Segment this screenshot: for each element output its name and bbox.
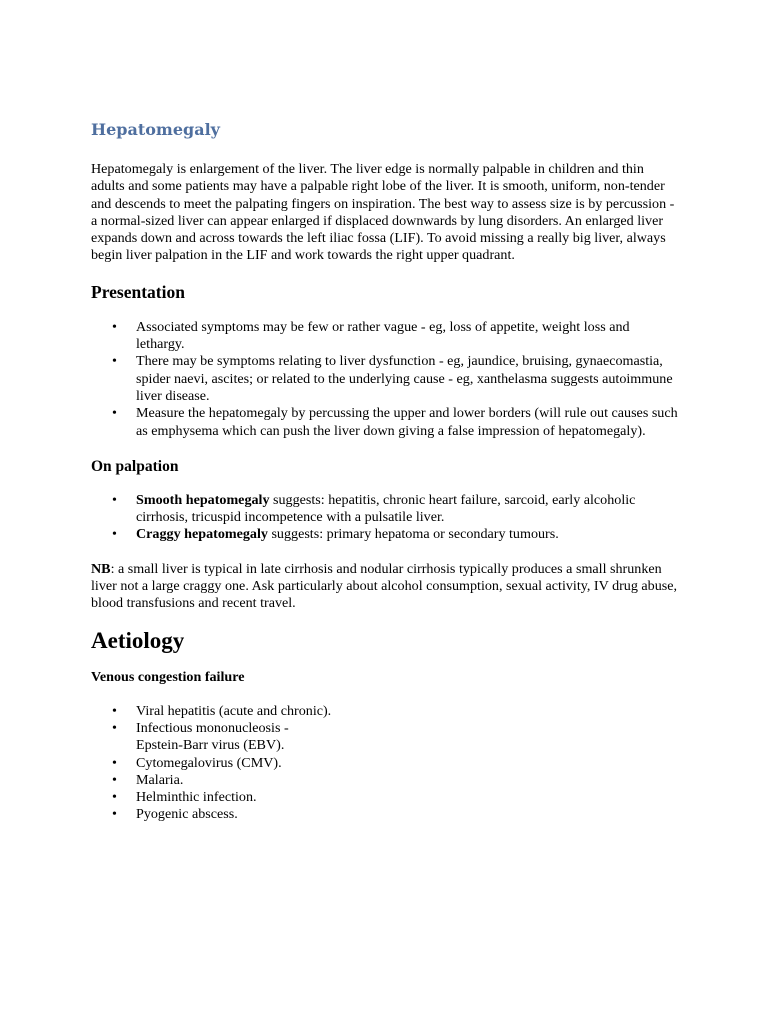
presentation-list bbox=[91, 319, 681, 440]
bullet-icon: • bbox=[112, 353, 117, 370]
bullet-icon: • bbox=[112, 318, 117, 335]
intro-paragraph: Hepatomegaly is enlargement of the liver. The liver edge is normally palpable in children and thin adults and some patients may have a palpable right lobe of the liver. It is smooth, uniform, non-tender and descends to meet the palpating fingers on inspiration. The best way to assess size is by percussion - a normal-sized liver can appear enlarged if displaced downwards by lung disorders. An enlarged liver expands down and across towards the left iliac fossa (LIF). To avoid missing a really big liver, always begin liver palpation in the LIF and work towards the right upper quadrant. bbox=[91, 161, 675, 264]
list-item-text: Infectious mononucleosis - bbox=[136, 719, 289, 736]
list-item-text: Measure the hepatomegaly by percussing the upper and lower borders (will rule out causes such as emphysema which can push the liver down giving a false impression of hepatomegaly). bbox=[136, 405, 678, 439]
finding-label: Smooth hepatomegaly bbox=[136, 491, 270, 508]
note-paragraph bbox=[91, 561, 681, 613]
list-item bbox=[91, 353, 681, 405]
list-item bbox=[91, 720, 681, 755]
list-item-text: Pyogenic abscess. bbox=[136, 806, 238, 823]
aetiology-subheading: Venous congestion failure bbox=[91, 668, 245, 685]
presentation-heading: Presentation bbox=[91, 281, 185, 302]
bullet-icon: • bbox=[112, 806, 117, 823]
list-item-text: Cytomegalovirus (CMV). bbox=[136, 754, 282, 771]
bullet-icon: • bbox=[112, 526, 117, 543]
bullet-icon: • bbox=[112, 719, 117, 736]
list-item-text: Associated symptoms may be few or rather vague - eg, loss of appetite, weight loss and lethargy. bbox=[136, 318, 630, 353]
finding-text: suggests: primary hepatoma or secondary tumours. bbox=[267, 526, 559, 543]
list-item bbox=[91, 526, 681, 543]
list-item bbox=[91, 703, 681, 720]
bullet-icon: • bbox=[112, 754, 117, 771]
note-text: : a small liver is typical in late cirrhosis and nodular cirrhosis typically produces a small shrunken liver not a large craggy one. Ask particularly about alcohol consumption, sexual activity, IV drug abuse, blood transfusions and recent travel. bbox=[91, 560, 678, 612]
bullet-icon: • bbox=[112, 405, 117, 422]
note-label: NB bbox=[91, 560, 111, 577]
palpation-list bbox=[91, 492, 681, 544]
list-item bbox=[91, 789, 681, 806]
finding-label: Craggy hepatomegaly bbox=[136, 526, 268, 543]
list-item bbox=[91, 806, 681, 823]
palpation-heading: On palpation bbox=[91, 457, 179, 475]
list-item-text: Malaria. bbox=[136, 771, 184, 788]
list-item bbox=[91, 405, 681, 440]
bullet-icon: • bbox=[112, 702, 117, 719]
list-item bbox=[91, 319, 681, 354]
document-page bbox=[91, 119, 681, 824]
list-item bbox=[91, 772, 681, 789]
aetiology-list bbox=[91, 703, 681, 824]
list-item-text: Viral hepatitis (acute and chronic). bbox=[136, 702, 332, 719]
list-item-text: Epstein-Barr virus (EBV). bbox=[136, 737, 285, 754]
finding-text: suggests: hepatitis, chronic heart failure, sarcoid, early alcoholic cirrhosis, tricuspid incompetence with a pulsatile liver. bbox=[136, 491, 636, 526]
list-item bbox=[91, 492, 681, 527]
page-title: Hepatomegaly bbox=[91, 120, 220, 139]
bullet-icon: • bbox=[112, 771, 117, 788]
list-item bbox=[91, 755, 681, 772]
aetiology-heading: Aetiology bbox=[91, 627, 185, 653]
bullet-icon: • bbox=[112, 789, 117, 806]
list-item-text: There may be symptoms relating to liver dysfunction - eg, jaundice, bruising, gynaecomastia, spider naevi, ascites; or related to the underlying cause - eg, xanthelasma suggests autoimmune liver disease. bbox=[136, 353, 673, 404]
list-item-text: Helminthic infection. bbox=[136, 789, 257, 806]
bullet-icon: • bbox=[112, 491, 117, 508]
